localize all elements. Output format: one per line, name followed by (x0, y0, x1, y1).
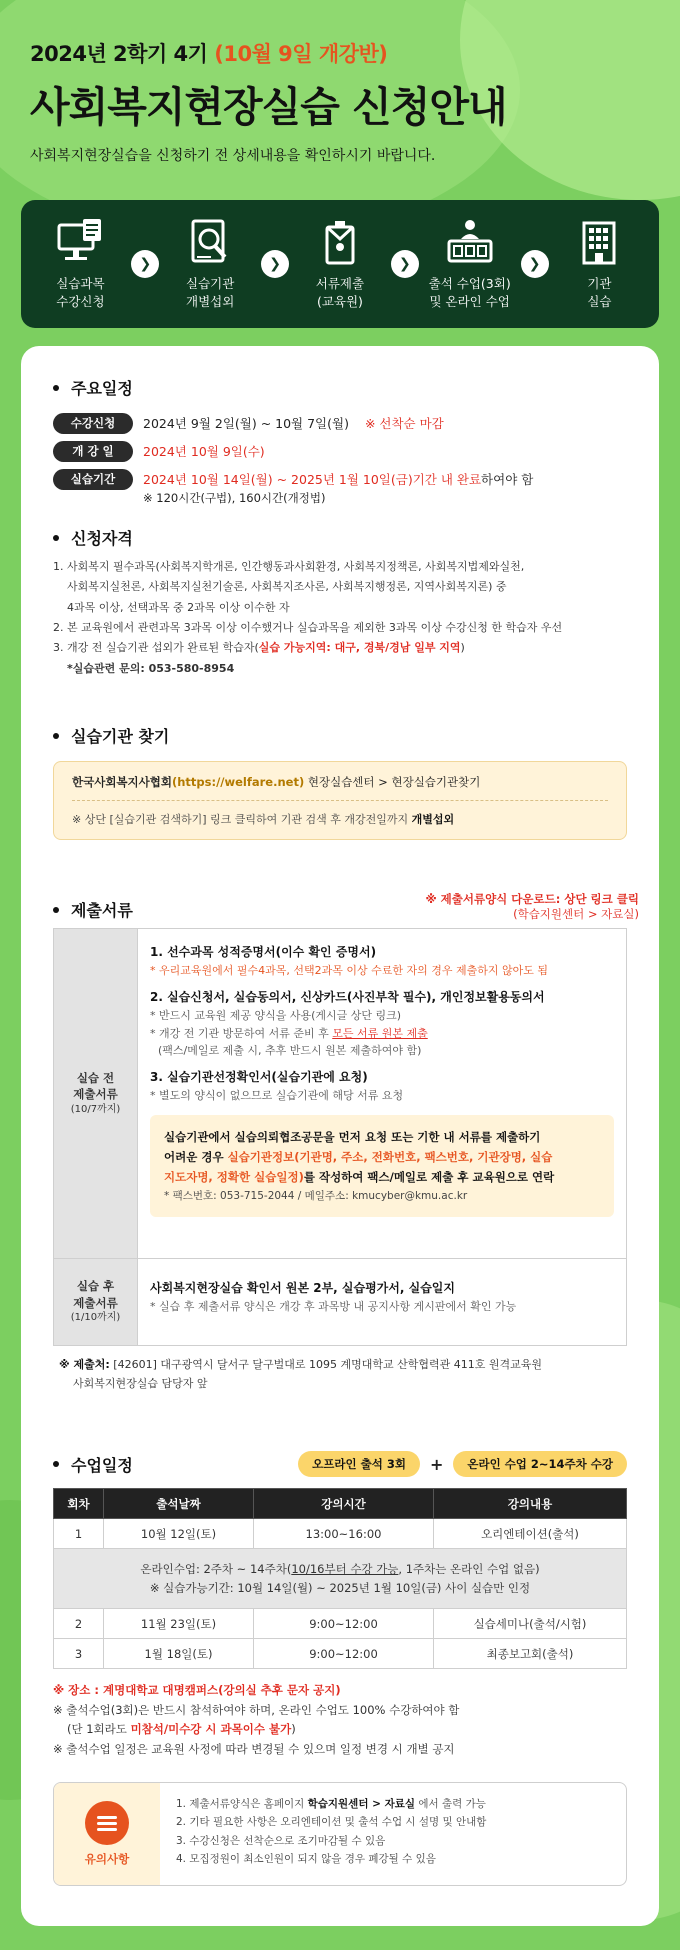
document-item: 2. 실습신청서, 실습동의서, 신상카드(사진부착 필수), 개인정보활용동의서 (150, 989, 545, 1004)
doc-row-post (54, 1259, 626, 1345)
column-header: 회차 (54, 1489, 104, 1519)
download-path: (학습지원센터 > 자료실) (513, 906, 639, 921)
schedule-label: 개 강 일 (53, 441, 133, 462)
find-url-link[interactable]: (https://welfare.net) (171, 775, 305, 789)
doc-head-text: 제출서류 (73, 1295, 118, 1310)
table-cell: 9:00~12:00 (254, 1609, 434, 1639)
schedule-label: 수강신청 (53, 413, 133, 434)
qualification-item: 1. 사회복지 필수과목(사회복지학개론, 인간행동과사회환경, 사회복지정책론, 사회복지법제와실천, (53, 560, 525, 573)
section-title-text: 수업일정 (71, 1455, 133, 1475)
table-row-online (54, 1549, 627, 1609)
table-cell: 1 (54, 1519, 104, 1549)
step-document-submission (292, 217, 388, 311)
envelope-icon (315, 217, 365, 267)
online-badge: 온라인 수업 2~14주차 수강 (453, 1451, 627, 1477)
doc-row-pre (54, 929, 626, 1259)
address-label: ※ 제출처: (59, 1358, 110, 1371)
step-institution-contact (162, 217, 258, 311)
caution-header (54, 1783, 160, 1885)
practice-period: ※ 실습가능기간: 10월 14일(월) ~ 2025년 1월 10일(금) 사이 실습만 인정 (149, 1580, 531, 1595)
column-header: 강의내용 (434, 1489, 627, 1519)
step-label-line: 개별섭외 (186, 294, 235, 309)
schedule-text: 2024년 10월 14일(월) ~ 2025년 1월 10일(금)기간 내 완료 (143, 472, 482, 487)
submission-address (59, 1356, 542, 1393)
caution-text: 에서 출력 가능 (415, 1798, 486, 1810)
magnifier-document-icon (185, 217, 235, 267)
chevron-right-icon: ❯ (261, 250, 289, 278)
find-note (72, 801, 608, 827)
class-note-red: 미참석/미수강 시 과목이수 불가 (130, 1722, 292, 1737)
notice-line-red: 실습기관정보(기관명, 주소, 전화번호, 팩스번호, 기관장명, 실습 (227, 1149, 553, 1164)
find-note-bold: 개별섭외 (411, 813, 455, 826)
online-info-cell (54, 1549, 627, 1609)
fax-email-info: * 팩스번호: 053-715-2044 / 메일주소: kmucyber@kmu.ac.kr (164, 1189, 468, 1202)
document-note-red: 모든 서류 원본 제출 (332, 1026, 428, 1040)
page-header (30, 38, 650, 165)
qualification-region: 실습 가능지역: 대구, 경북/경남 일부 지역 (258, 641, 461, 655)
address-line: 사회복지현장실습 담당자 앞 (73, 1376, 208, 1390)
find-note-text: ※ 상단 [실습기관 검색하기] 링크 클릭하여 기관 검색 후 개강전일까지 (72, 813, 412, 826)
class-place: ※ 장소 : 계명대학교 대명캠퍼스(강의실 추후 문자 공지) (53, 1683, 341, 1697)
doc-row-body (138, 1259, 626, 1345)
step-label-line: 및 온라인 수업 (429, 294, 510, 309)
section-title-text: 실습기관 찾기 (71, 727, 170, 746)
find-link-line (72, 774, 608, 801)
document-item: 3. 실습기관선정확인서(실습기관에 요청) (150, 1069, 368, 1084)
qualification-list (53, 557, 643, 679)
qualification-item (53, 638, 643, 658)
notice-line: 를 작성하여 팩스/메일로 제출 후 교육원으로 연락 (303, 1169, 555, 1184)
page-subtitle (30, 38, 650, 68)
find-institution-section (53, 724, 627, 840)
class-note: ※ 출석수업 일정은 교육원 사정에 따라 변경될 수 있으며 일정 변경 시 개별 공지 (53, 1741, 455, 1756)
section-title-text: 제출서류 (71, 901, 133, 920)
section-title (53, 724, 627, 747)
schedule-row (53, 413, 533, 434)
documents-table (53, 928, 627, 1346)
schedule-text-tail: 하여야 함 (481, 472, 534, 487)
caution-box (53, 1782, 627, 1886)
caution-label: 유의사항 (84, 1852, 130, 1866)
table-cell: 11월 23일(토) (104, 1609, 254, 1639)
subtitle-text: 2024년 2학기 4기 (30, 42, 215, 66)
step-field-practice (551, 217, 647, 311)
download-notice (425, 892, 639, 922)
qualification-item: 4과목 이상, 선택과목 중 2과목 이상 이수한 자 (67, 600, 290, 614)
section-title (53, 376, 533, 399)
step-label-line: 수강신청 (56, 294, 105, 309)
table-cell: 3 (54, 1639, 104, 1669)
section-title (53, 898, 133, 921)
qualification-item: 2. 본 교육원에서 관련과목 3과목 이상 이수했거나 실습과목을 제외한 3과목 이상 수강신청 한 학습자 우선 (53, 621, 563, 635)
section-title-text: 신청자격 (71, 529, 133, 548)
qualification-text: ) (460, 641, 465, 655)
document-note: * 우리교육원에서 필수4과목, 선택2과목 이상 수료한 자의 경우 제출하지 않아도 됨 (150, 964, 548, 978)
step-label-line: 실습기관 (186, 275, 235, 291)
table-header-row (54, 1489, 627, 1519)
class-note: ※ 출석수업(3회)은 반드시 참석하여야 하며, 온라인 수업도 100% 수강하여야 함 (53, 1702, 460, 1717)
doc-head-date: (10/7까지) (70, 1103, 121, 1115)
notice-line-red: 지도자명, 정확한 실습일정) (164, 1169, 304, 1184)
table-cell: 9:00~12:00 (254, 1639, 434, 1669)
find-box (53, 761, 627, 840)
class-schedule-table (53, 1488, 627, 1669)
caution-item (176, 1795, 610, 1813)
documents-section (53, 898, 133, 921)
page-title: 사회복지현장실습 신청안내 (30, 83, 507, 131)
table-cell: 13:00~16:00 (254, 1519, 434, 1549)
chevron-right-icon: ❯ (521, 250, 549, 278)
schedule-text: 2024년 9월 2일(월) ~ 10월 7일(월) (143, 416, 349, 431)
step-label-line: 실습 (587, 294, 612, 309)
schedule-label: 실습기간 (53, 469, 133, 490)
institution-info-notice (150, 1115, 614, 1218)
table-cell: 2 (54, 1609, 104, 1639)
document-note-text: * 개강 전 기관 방문하여 서류 준비 후 (150, 1026, 333, 1040)
notice-line: 어려운 경우 (164, 1149, 228, 1164)
document-note: * 별도의 양식이 없으므로 실습기관에 해당 서류 요청 (150, 1088, 404, 1102)
online-text: 온라인수업: 2주차 ~ 14주차( (140, 1562, 292, 1577)
step-label-line: 기관 (587, 275, 612, 291)
step-label-line: 실습과목 (56, 275, 105, 291)
step-label-line: 서류제출 (315, 275, 365, 291)
class-note-text: ) (291, 1722, 296, 1737)
table-cell: 최종보고회(출석) (434, 1639, 627, 1669)
column-header: 출석날짜 (104, 1489, 254, 1519)
document-note (150, 1025, 614, 1043)
document-note: * 반드시 교육원 제공 양식을 사용(게시글 상단 링크) (150, 1008, 402, 1022)
qualification-item: 사회복지실천론, 사회복지실천기술론, 사회복지조사론, 사회복지행정론, 지역사회복지론) 중 (67, 580, 507, 594)
page-intro: 사회복지현장실습을 신청하기 전 상세내용을 확인하시기 바랍니다. (30, 148, 436, 164)
step-course-registration (32, 217, 128, 311)
doc-row-body (138, 929, 626, 1258)
building-icon (574, 217, 624, 267)
chevron-right-icon: ❯ (391, 250, 419, 278)
online-text-underline: 10/16부터 수강 가능 (291, 1562, 399, 1577)
menu-lines-icon (85, 1801, 129, 1845)
document-item: 1. 선수과목 성적증명서(이수 확인 증명서) (150, 945, 377, 959)
document-note: * 실습 후 제출서류 양식은 개강 후 과목방 내 공지사항 게시판에서 확인 가능 (150, 1300, 517, 1314)
caution-item: 2. 기타 필요한 사항은 오리엔테이션 및 출석 수업 시 설명 및 안내함 (176, 1816, 487, 1829)
qualification-text: 3. 개강 전 실습기관 섭외가 완료된 학습자( (53, 641, 259, 655)
process-steps (21, 200, 659, 328)
offline-badge: 오프라인 출석 3회 (298, 1451, 420, 1477)
presenter-icon (445, 217, 495, 267)
schedule-text: 2024년 10월 9일(수) (143, 444, 265, 459)
document-item: 사회복지현장실습 확인서 원본 2부, 실습평가서, 실습일지 (150, 1281, 455, 1295)
chevron-right-icon: ❯ (131, 250, 159, 278)
classes-section-header (53, 1451, 627, 1477)
schedule-section (53, 376, 533, 506)
plus-sign: + (429, 1454, 444, 1474)
class-note-text: (단 1회라도 (67, 1722, 131, 1737)
caution-item: 4. 모집정원이 최소인원이 되지 않을 경우 폐강될 수 있음 (176, 1853, 436, 1866)
qualification-contact: *실습관련 문의: 053-580-8954 (67, 661, 235, 675)
caution-list (160, 1783, 626, 1885)
caution-text-bold: 학습지원센터 > 자료실 (307, 1798, 416, 1810)
schedule-note: ※ 선착순 마감 (364, 416, 444, 431)
download-link[interactable]: ※ 제출서류양식 다운로드: 상단 링크 클릭 (425, 892, 639, 906)
find-org: 한국사회복지사협회 (72, 775, 172, 789)
qualification-section (53, 526, 643, 679)
address-line: [42601] 대구광역시 달서구 달구벌대로 1095 계명대학교 산학협력관 411호 원격교육원 (109, 1358, 542, 1371)
section-title (53, 1453, 133, 1476)
table-row (54, 1609, 627, 1639)
document-note: (팩스/메일로 제출 시, 추후 반드시 원본 제출하여야 함) (158, 1044, 422, 1058)
table-cell: 1월 18일(토) (104, 1639, 254, 1669)
step-label-line: 출석 수업(3회) (428, 275, 511, 291)
step-classes (422, 217, 518, 311)
schedule-row (53, 441, 533, 462)
subtitle-highlight: (10월 9일 개강반) (214, 42, 388, 66)
caution-item: 3. 수강신청은 선착순으로 조기마감될 수 있음 (176, 1834, 386, 1847)
content-card (21, 346, 659, 1926)
doc-head-date: (1/10까지) (70, 1312, 121, 1324)
caution-text: 1. 제출서류양식은 홈페이지 (176, 1798, 308, 1810)
notice-line: 실습기관에서 실습의뢰협조공문을 먼저 요청 또는 기한 내 서류를 제출하기 (164, 1129, 541, 1144)
computer-icon (55, 217, 105, 267)
doc-row-head (54, 929, 138, 1258)
section-title (53, 526, 643, 549)
doc-head-text: 실습 전 (76, 1070, 115, 1085)
column-header: 강의시간 (254, 1489, 434, 1519)
find-path: 현장실습센터 > 현장실습기관찾기 (304, 775, 481, 789)
doc-head-text: 제출서류 (73, 1087, 118, 1102)
doc-head-text: 실습 후 (76, 1279, 115, 1294)
table-cell: 10월 12일(토) (104, 1519, 254, 1549)
doc-row-head (54, 1259, 138, 1345)
table-row (54, 1639, 627, 1669)
step-label-line: (교육원) (316, 294, 363, 309)
class-notes (53, 1681, 459, 1759)
schedule-row (53, 469, 533, 506)
table-row (54, 1519, 627, 1549)
online-text: , 1주차는 온라인 수업 없음) (398, 1562, 540, 1577)
schedule-sub: ※ 120시간(구법), 160시간(개정법) (143, 491, 326, 505)
table-cell: 오리엔테이션(출석) (434, 1519, 627, 1549)
table-cell: 실습세미나(출석/시험) (434, 1609, 627, 1639)
section-title-text: 주요일정 (71, 379, 133, 398)
